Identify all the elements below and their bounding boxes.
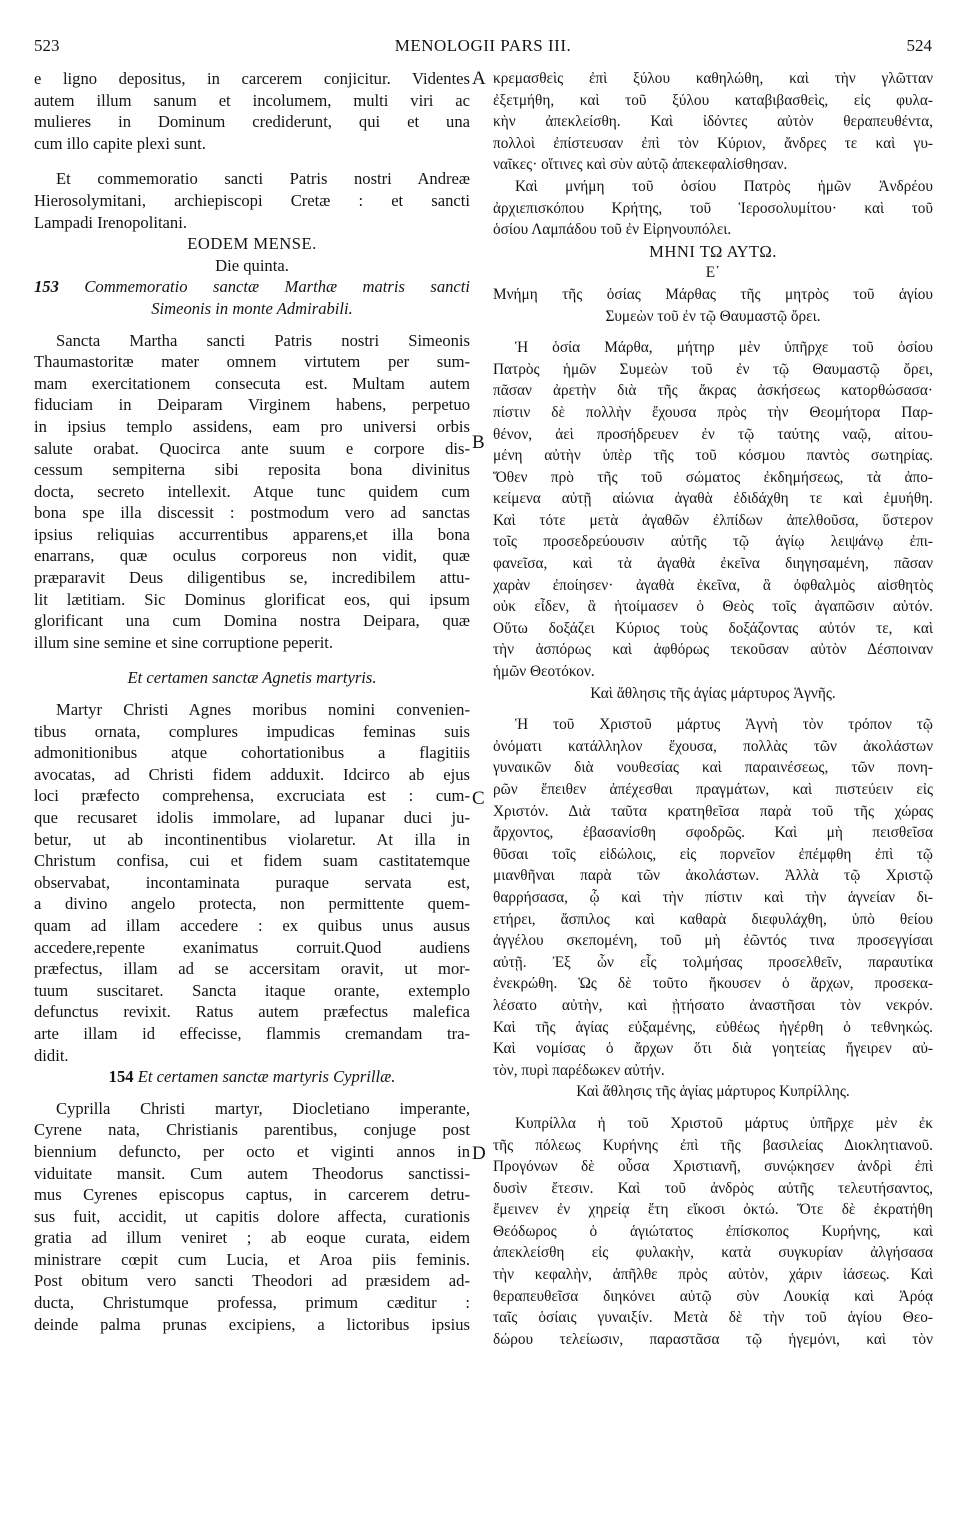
text-line: Ὅθεν πρὸ τῆς τοῦ σώματος ἐκδημήσεως, τὰ ἀπο- — [493, 468, 933, 486]
text-line: Et commemoratio sancti Patris nostri Andreæ — [56, 169, 470, 189]
text-line: τοῖς προσεδρεύουσιν αὐτῆς τῷ ἁγίῳ λειψάνῳ ἐπι- — [493, 533, 933, 551]
text-line: tibus ornata, complures impudicas feminas suis — [34, 721, 470, 741]
greek-paragraph-1 — [493, 68, 933, 176]
text-line: ἄρχοντος, ἐβασανίσθη σφοδρῶς. Καὶ μὴ πεισθεῖσα — [493, 824, 933, 842]
text-line: ἡμῶν Θεοτόκον. — [493, 663, 595, 681]
text-line: Post obitum vero sancti Theodori ad præsidem ad- — [34, 1271, 470, 1291]
text-line: πολλοὶ ἐπίστευσαν ἐπὶ τὸν Κύριον, ἄνδρες τε καὶ γυ- — [493, 134, 933, 152]
latin-paragraph-1 — [34, 68, 470, 154]
text-line: lit lætitiam. Sic Dominus glorificat eos, qui ipsum — [34, 589, 470, 609]
text-line: Ἡ τοῦ Χριστοῦ μάρτυς Ἁγνὴ τὸν τρόπον τῷ — [515, 716, 933, 734]
text-line: fiduciam in Deiparam Virginem habens, perpetuo — [34, 395, 470, 415]
text-line: κὴν ἀπεκλείσθη. Καὶ ἰδόντες αὐτὸν θεραπευθέντα, — [493, 113, 933, 131]
latin-paragraph-martha — [34, 330, 470, 654]
text-line: ρῶν ἔπειθεν ἀπέχεσθαι πραγμάτων, καὶ πιστεύειν εἰς — [493, 781, 933, 798]
text-line: ὁσίου Λαμπάδου τοῦ ἐν Εἰρηνουπόλει. — [493, 221, 732, 239]
text-line: ministrare cœpit cum Lucia, et Aroa piis feminis. — [34, 1249, 470, 1269]
text-line: ducta, Christumque professa, primum cæditur : — [34, 1293, 470, 1313]
text-line: tuum suscitaret. Sancta itaque orante, extemplo — [34, 980, 470, 1000]
text-line: ναῖκες· οἵτινες καὶ σὺν αὐτῷ ἀπεκεφαλίσθησαν. — [493, 156, 788, 174]
text-line: πᾶσαν ἀρετὴν διὰ τῆς ἄκρας ἀσκήσεως κατορθώσασα· — [493, 382, 933, 400]
text-line: biennium defuncto, per octo et viginti annos in — [34, 1141, 470, 1161]
greek-entry-154-title: Καὶ ἄθλησις τῆς ἁγίας μάρτυρος Κυπρίλλης. — [576, 1083, 850, 1101]
text-line: χαρὰν ἐποίησεν· ἀγαθὰ ἐκεῖνα, ἃ ὀφθαλμὸς αἰσθητὸς — [493, 576, 933, 594]
text-line: ὀνόματι κατάλληλον ἔχουσα, πολλὰς τῶν ἀκολάστων — [493, 737, 933, 755]
text-line: e ligno depositus, in carcerem conjicitur. Videntes — [34, 69, 470, 88]
text-line: κείμενα αὐτῇ αἰώνια ἀγαθὰ ἐδιδάχθη τε καὶ ἐμυήθη. — [493, 490, 933, 508]
text-line: observabat, incontaminata puraque servata est, — [34, 872, 470, 892]
text-line: gratia ad illum veniret ; ab eoque curata, eidem — [34, 1228, 470, 1248]
greek-paragraph-cyprilla — [493, 1113, 933, 1351]
greek-paragraph-2 — [493, 176, 933, 241]
text-line: avocatas, ad Christi fidem adduxit. Idcirco ab ejus — [34, 764, 470, 784]
text-line: autem illum sanum et incolumem, multi viri ac — [34, 90, 470, 110]
text-line: ἔμεινεν ἐν χηρείᾳ ἔτη εἴκοσι ὀκτώ. Ὅτε δὲ ἐκρατήθη — [493, 1201, 933, 1219]
text-line: bona spe illa discessit : postmodum vero ad sanctas — [34, 503, 470, 523]
text-line: γυναικῶν διὰ νουθεσίας καὶ παραινέσεως, τῶν πονη- — [493, 759, 933, 777]
margin-letter-a: A — [472, 68, 486, 89]
text-line: τὴν κεφαλὴν, ἀπῆλθε πρὸς αὐτὸν, χάριν ἰάσεως. Καὶ — [493, 1266, 933, 1284]
text-line: Ἡ ὁσία Μάρθα, μήτηρ μὲν ὑπῆρχε τοῦ ὁσίου — [515, 339, 933, 357]
heading-meni-to-auto: ΜΗΝΙ ΤΩ ΑΥΤΩ. — [649, 241, 777, 261]
text-line: sus fuit, accidit, ut capitis dolore affecta, curationis — [34, 1206, 470, 1226]
text-line: defunctus revixit. Ratus autem præfectus malefica — [34, 1002, 470, 1022]
text-line: κρεμασθεὶς ἐπὶ ξύλου καθηλώθη, καὶ τὴν γλῶτταν — [493, 70, 933, 87]
entry-number-154: 154 — [108, 1067, 134, 1087]
entry-153-title-line-1: Commemoratio sanctæ Marthæ matris sancti — [84, 277, 470, 297]
text-line: viduitate mansit. Cum autem Theodorus sanctissi- — [34, 1163, 470, 1183]
latin-column — [34, 68, 470, 1335]
text-line: loci præfecto comprehensa, excruciata est : cum- — [34, 786, 470, 806]
agnes-title: Et certamen sanctæ Agnetis martyris. — [127, 668, 377, 688]
entry-number-153: 153 — [34, 277, 59, 297]
text-line: mus Cyrenes episcopus captus, in carcerem detru- — [34, 1185, 470, 1205]
text-line: docta, secreto intellexit. Atque tunc quidem cum — [34, 481, 470, 501]
text-line: Καὶ τότε μετὰ ἀγαθῶν ἐλπίδων ἀπελθοῦσα, ὕστερον — [493, 511, 933, 529]
text-line: Sancta Martha sancti Patris nostri Simeonis — [56, 330, 470, 350]
text-line: θεραπευθεῖσα διηκόνει αὐτῷ σὺν Λουκίᾳ καὶ Ἀρόᾳ — [493, 1287, 933, 1305]
heading-die-quinta: Die quinta. — [215, 255, 289, 275]
margin-letter-d: D — [472, 1143, 486, 1164]
text-line: salute orabat. Quocirca ante suum e corpore dis- — [34, 438, 470, 458]
text-line: Cyrene nata, Christianis parentibus, conjuge post — [34, 1120, 470, 1140]
greek-entry-153-title-line-2: Συμεὼν τοῦ ἐν τῷ Θαυμαστῷ ὄρει. — [605, 307, 821, 325]
text-line: Οὕτω δοξάζει Κύριος τοὺς δοξάζοντας αὐτόν τε, καὶ — [493, 619, 933, 637]
greek-column — [493, 68, 933, 1350]
text-line: δυσὶν ἔτεσιν. Καὶ τοῦ ἀνδρὸς αὐτῆς τελευτήσαντος, — [493, 1179, 933, 1197]
text-line: Προγόνων δὲ οὖσα Χριστιανῆ, συνῴκησεν ἀνδρὶ ἐπὶ — [493, 1158, 933, 1176]
text-line: ἀπεκλείσθη εἰς φυλακὴν, κατὰ συγκυρίαν ἀλγήσασα — [493, 1244, 933, 1262]
latin-paragraph-2 — [34, 168, 470, 233]
greek-paragraph-martha — [493, 337, 933, 683]
heading-day-epsilon: Ε΄ — [705, 264, 721, 282]
text-line: θῦσαι τοῖς εἰδώλοις, εἰς πορνεῖον ἐπέμφθη ἐπὶ τῷ — [493, 845, 933, 863]
text-line: præparavit Deus diligentibus se, incredibilem attu- — [34, 568, 470, 588]
text-line: ἐνεκρώθη. Ὡς δὲ τοῦτο ἤκουσεν ὁ ἄρχων, προσεκα- — [493, 975, 933, 993]
text-line: τῆς πόλεως Κυρήνης ἐπὶ τῆς βασιλείας Διοκλητιανοῦ. — [493, 1136, 933, 1154]
text-line: θένον, ἀεὶ προσήδρευεν ἐν τῷ ταύτης ναῷ, αἰτου- — [493, 425, 933, 443]
text-line: in ipsius templo assidens, eam pro universi orbis — [34, 416, 470, 436]
page-number-left: 523 — [34, 36, 60, 55]
text-line: Πατρὸς ἡμῶν Συμεὼν τοῦ ἐν τῷ Θαυμαστῷ ὄρει, — [493, 360, 933, 378]
text-line: θαρρήσασα, ᾧ καὶ τὴν πίστιν καὶ τὴν ἁγνείαν δι- — [493, 888, 933, 906]
text-line: δώρου τελείωσιν, παραστᾶσα τῷ ἡγεμόνι, καὶ τὸν — [493, 1330, 933, 1348]
greek-entry-153-title-line-1: Μνήμη τῆς ὁσίας Μάρθας τῆς μητρὸς τοῦ ἁγίου — [493, 285, 933, 303]
text-line: λέσατο αὐτὴν, καὶ ᾐτήσατο ἀναστῆσαι τὸν νεκρόν. — [493, 996, 933, 1014]
entry-153-title-line-2: Simeonis in monte Admirabili. — [151, 298, 353, 318]
text-line: ipsius reliquias accurrentibus apparens,et illa bona — [34, 524, 470, 544]
text-line: præfectus, illam ad se accersitam oravit, ut mor- — [34, 959, 470, 979]
text-line: τὸν, πυρὶ παρέδωκεν αὐτήν. — [493, 1061, 665, 1079]
text-line: deinde palma prunas excipiens, a lictoribus ipsius — [34, 1314, 470, 1334]
text-line: glorificant una cum Domina nostra Deipara, quæ — [34, 611, 470, 631]
text-line: Καὶ νομίσας ὁ ἄρχων ὅτι διὰ γοητείας ἤγειρεν αὐ- — [493, 1040, 933, 1058]
page-number-right: 524 — [906, 36, 932, 55]
text-line: betur, ut ab incontinentibus violaretur. At illa in — [34, 829, 470, 849]
text-line: Καὶ τῆς ἁγίας εὐξαμένης, εὐθέως ἠγέρθη ὁ τεθνηκώς. — [493, 1018, 933, 1036]
text-line: Lampadi Irenopolitani. — [34, 212, 187, 232]
running-title: MENOLOGII PARS III. — [394, 36, 572, 55]
entry-154-title — [34, 1066, 470, 1088]
text-line: Κυπρίλλα ἡ τοῦ Χριστοῦ μάρτυς ὑπῆρχε μὲν ἐκ — [515, 1114, 933, 1132]
text-line: didit. — [34, 1045, 69, 1065]
text-line: admonitionibus atque cohortationibus a flagitiis — [34, 743, 470, 763]
text-line: πίστιν δὲ πολλὴν ἔχουσα πρὸς τὴν Θεομήτορα Παρ- — [493, 403, 933, 421]
text-line: ἀγγέλου σκεπομένη, τοῦ μὴ ἐῶντός τινα προσεγγίσαι — [493, 932, 933, 950]
text-line: a divino angelo protecta, non permittente quem- — [34, 894, 470, 914]
text-line: ἀρχιεπισκόπου Κρήτης, τοῦ Ἱεροσολυμίτου· καὶ τοῦ — [493, 199, 933, 217]
text-line: ετήρει, ἄσπιλος καὶ καθαρὰ διεφυλάχθη, ὑπὸ θείου — [493, 910, 933, 928]
text-line: arte illam id effecisse, flammis cremandam tra- — [34, 1023, 470, 1043]
page-header — [34, 36, 932, 58]
greek-paragraph-agnes — [493, 714, 933, 1081]
text-line: ταῖς ὁσίαις γυναιξίν. Μετὰ δὲ τὴν τοῦ ἁγίου Θεο- — [493, 1309, 933, 1327]
text-line: οὐκ εἶδεν, ἃ ἡτοίμασεν ὁ Θεὸς τοῖς ἀγαπῶσιν αὐτόν. — [493, 598, 933, 616]
text-line: Thaumastoritæ mater omnem virtutem per sum- — [34, 352, 470, 372]
text-line: μιανθῆναι παρὰ τῶν ἀκολάστων. Ἀλλὰ τῷ Χριστῷ — [493, 867, 933, 885]
latin-paragraph-cyprilla — [34, 1098, 470, 1336]
margin-letter-c: C — [472, 788, 485, 809]
text-line: quam ad illam accedere : ex quibus unus ausus — [34, 915, 470, 935]
text-line: Χριστόν. Διὰ ταῦτα κρατηθεῖσα παρὰ τοῦ τῆς χώρας — [493, 802, 933, 820]
text-line: cessum sempiterna sibi reposita bona divinitus — [34, 460, 470, 480]
text-line: accedere,repente exanimatus corruit.Quod audiens — [34, 937, 470, 957]
text-line: enarrans, quæ oculus corporeus non vidit, quæ — [34, 546, 470, 566]
text-line: illum sine semine et sine corruptione peperit. — [34, 632, 334, 652]
text-line: Cyprilla Christi martyr, Diocletiano imperante, — [56, 1098, 470, 1118]
text-line: Θεόδωρος ὁ ἁγιώτατος ἐπίσκοπος Κυρήνης, καὶ — [493, 1222, 933, 1240]
margin-letter-b: B — [472, 432, 485, 453]
text-line: φανεῖσα, καὶ τὰ ἀγαθὰ ἐκεῖνα διηγησαμένη, πᾶσαν — [493, 555, 933, 573]
text-line: τὴν ἀσπόρως καὶ ἀφθόρως τεκοῦσαν αὐτὸν Δέσποιναν — [493, 641, 933, 659]
text-line: Christum confisa, cui et fidem suam castitatemque — [34, 851, 470, 871]
entry-153-title — [34, 276, 470, 298]
text-line: que recusaret idolis immolare, ad lupanar duci ju- — [34, 808, 470, 827]
text-line: μένη αὐτὴν ὑπὲρ τῆς τοῦ κόσμου παντὸς σωτηρίας. — [493, 447, 933, 465]
heading-eodem-mense: EODEM MENSE. — [187, 234, 317, 254]
text-line: αὐτῇ. Ἐξ ὧν εἷς τολμήσας προσελθεῖν, παραυτίκα — [493, 953, 933, 971]
text-line: ἐξετμήθη, καὶ τοῦ ξύλου καταβιβασθεὶς, εἰς φυλα- — [493, 91, 933, 109]
text-line: mulieres in Dominum crediderunt, qui et una — [34, 112, 470, 132]
entry-154-title-text: Et certamen sanctæ martyris Cyprillæ. — [137, 1067, 396, 1087]
latin-paragraph-agnes — [34, 699, 470, 1066]
text-line: Hierosolymitani, archiepiscopi Cretæ : et sancti — [34, 190, 470, 210]
text-line: Martyr Christi Agnes moribus nomini convenien- — [56, 700, 470, 720]
text-line: Καὶ μνήμη τοῦ ὁσίου Πατρὸς ἡμῶν Ἀνδρέου — [515, 177, 933, 195]
text-line: mam exercitationem consecuta est. Multam autem — [34, 373, 470, 393]
text-line: cum illo capite plexi sunt. — [34, 133, 206, 153]
greek-agnes-title: Καὶ ἄθλησις τῆς ἁγίας μάρτυρος Ἁγνῆς. — [590, 684, 836, 702]
